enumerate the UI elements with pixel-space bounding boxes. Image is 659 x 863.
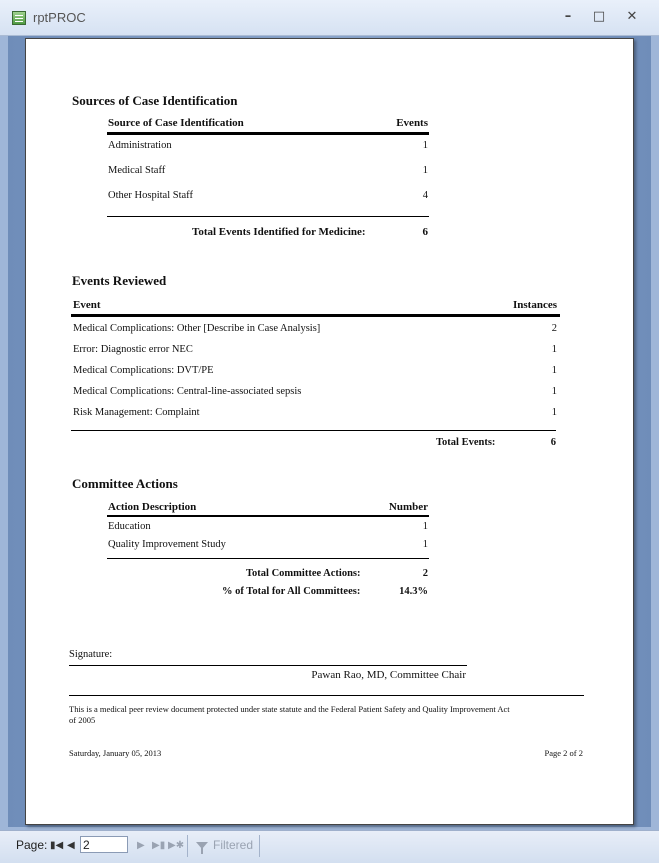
record-navigation-bar xyxy=(0,830,659,863)
disclaimer-line-2: of 2005 xyxy=(69,715,96,725)
page-label: Page: xyxy=(16,838,48,852)
committee-section-title: Committee Actions xyxy=(72,476,178,491)
filter-status-button[interactable]: Filtered xyxy=(213,838,254,852)
toolbar-separator xyxy=(187,835,188,857)
committee-pct-value: 14.3% xyxy=(399,586,428,597)
first-page-icon[interactable]: ▮◀ xyxy=(50,840,64,851)
events-row-count: 1 xyxy=(551,386,557,397)
maximize-button[interactable]: □ xyxy=(592,9,606,24)
committee-row-number: 1 xyxy=(422,539,428,550)
sources-row-name: Administration xyxy=(108,140,172,151)
events-header-rule xyxy=(71,314,560,317)
events-section-title: Events Reviewed xyxy=(72,273,167,288)
committee-pct-label: % of Total for All Committees: xyxy=(222,586,361,597)
sources-total-value: 6 xyxy=(422,226,428,238)
page-number: Page 2 of 2 xyxy=(544,748,583,758)
sources-row-events: 1 xyxy=(422,165,428,176)
filter-icon xyxy=(196,842,208,849)
new-record-icon[interactable]: ▶✱ xyxy=(168,840,185,851)
last-page-icon[interactable]: ▶▮ xyxy=(152,840,166,851)
events-row-name: Risk Management: Complaint xyxy=(73,407,200,418)
next-page-icon[interactable]: ▶ xyxy=(137,840,145,851)
events-total-label: Total Events: xyxy=(436,437,496,448)
sources-col-source-header: Source of Case Identification xyxy=(108,117,244,129)
committee-header-rule xyxy=(107,515,429,517)
window-title: rptPROC xyxy=(33,10,86,25)
signature-label: Signature: xyxy=(69,649,113,660)
committee-row-name: Education xyxy=(108,521,151,532)
events-row-count: 1 xyxy=(551,344,557,355)
close-button[interactable]: ✕ xyxy=(626,9,638,24)
events-col-instances-header: Instances xyxy=(512,299,557,311)
sources-section-title: Sources of Case Identification xyxy=(72,93,238,108)
committee-total-rule xyxy=(107,558,429,559)
committee-col-action-header: Action Description xyxy=(108,501,197,513)
committee-total-value: 2 xyxy=(422,568,428,579)
signature-line xyxy=(69,665,467,666)
events-total-rule xyxy=(71,430,556,431)
previous-page-icon[interactable]: ◀ xyxy=(67,840,75,851)
sources-total-label: Total Events Identified for Medicine: xyxy=(192,226,366,238)
events-row-name: Medical Complications: Other [Describe in Case Analysis] xyxy=(73,323,321,334)
sources-header-rule xyxy=(107,132,429,135)
window-titlebar xyxy=(0,0,659,36)
minimize-button[interactable]: – xyxy=(564,9,572,24)
events-row-count: 2 xyxy=(551,323,557,334)
committee-row-name: Quality Improvement Study xyxy=(108,539,226,550)
sources-row-name: Medical Staff xyxy=(108,165,166,176)
committee-row-number: 1 xyxy=(422,521,428,532)
events-row-count: 1 xyxy=(551,365,557,376)
sources-row-events: 4 xyxy=(422,190,428,201)
events-row-name: Error: Diagnostic error NEC xyxy=(73,344,193,355)
toolbar-separator xyxy=(259,835,260,857)
page-number-input[interactable] xyxy=(80,836,128,853)
events-row-name: Medical Complications: Central-line-associated sepsis xyxy=(73,386,302,397)
footer-rule xyxy=(69,695,584,696)
events-col-event-header: Event xyxy=(73,299,101,311)
events-row-count: 1 xyxy=(551,407,557,418)
sources-row-events: 1 xyxy=(422,140,428,151)
disclaimer-line-1: This is a medical peer review document protected under state statute and the Federal Patient Safety and Quality Improvement Act xyxy=(69,704,510,714)
signature-name: Pawan Rao, MD, Committee Chair xyxy=(311,669,466,681)
report-date: Saturday, January 05, 2013 xyxy=(69,748,162,758)
sources-row-name: Other Hospital Staff xyxy=(108,190,193,201)
report-icon xyxy=(12,11,26,25)
sources-col-events-header: Events xyxy=(396,117,428,129)
committee-col-number-header: Number xyxy=(388,501,428,513)
events-total-value: 6 xyxy=(550,437,556,448)
report-page xyxy=(25,38,634,825)
events-row-name: Medical Complications: DVT/PE xyxy=(73,365,214,376)
sources-total-rule xyxy=(107,216,429,217)
committee-total-label: Total Committee Actions: xyxy=(246,568,361,579)
